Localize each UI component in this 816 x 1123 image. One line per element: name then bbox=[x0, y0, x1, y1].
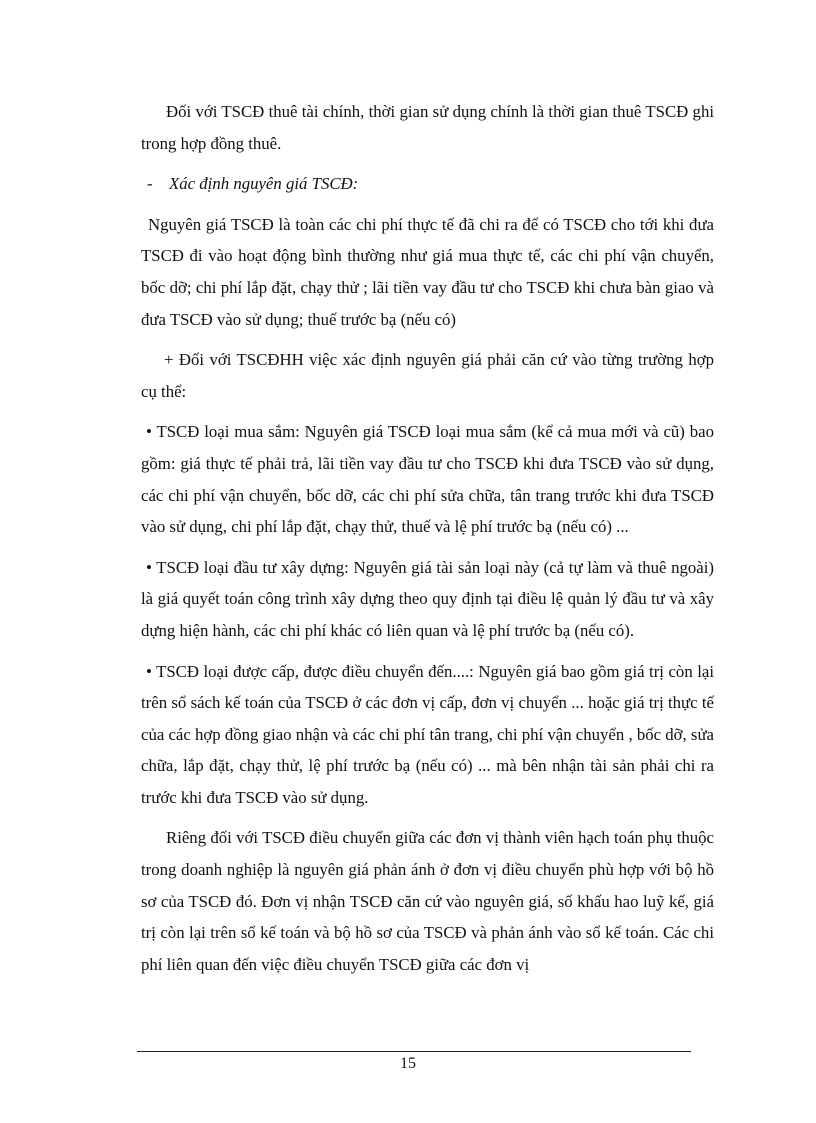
subheading-original-cost bbox=[141, 168, 714, 200]
page-number: 15 bbox=[400, 1055, 416, 1072]
page-body bbox=[141, 96, 714, 989]
dash-marker: - bbox=[147, 174, 153, 194]
subheading-text: Xác định nguyên giá TSCĐ: bbox=[169, 174, 359, 194]
bullet-purchased-assets: • TSCĐ loại mua sắm: Nguyên giá TSCĐ loại mua sắm (kể cả mua mới và cũ) bao gồm: giá thực tế phải trả, lãi tiền vay đầu tư cho TSCĐ khi đưa TSCĐ vào sử dụng, các chi phí vận chuyển, bốc dỡ, các chi phí sửa chữa, tân trang trước khi đưa TSCĐ vào sử dụng, chi phí lắp đặt, chạy thử, thuế và lệ phí trước bạ (nếu có) ... bbox=[141, 422, 714, 537]
paragraph-finance-lease: Đối với TSCĐ thuê tài chính, thời gian sử dụng chính là thời gian thuê TSCĐ ghi trong hợp đồng thuê. bbox=[141, 102, 714, 153]
footer-divider bbox=[137, 1051, 691, 1052]
paragraph-original-cost-definition: Nguyên giá TSCĐ là toàn các chi phí thực tế đã chi ra để có TSCĐ cho tới khi đưa TSCĐ đi vào hoạt động bình thường như giá mua thực tế, các chi phí vận chuyển, bốc dỡ; chi phí lắp đặt, chạy thử ; lãi tiền vay đầu tư cho TSCĐ khi chưa bàn giao và đưa TSCĐ vào sử dụng; thuế trước bạ (nếu có) bbox=[141, 214, 714, 329]
bullet-construction-assets: • TSCĐ loại đầu tư xây dựng: Nguyên giá tài sản loại này (cả tự làm và thuê ngoài) là giá quyết toán công trình xây dựng theo quy định tại điều lệ quản lý đầu tư và xây dựng hiện hành, các chi phí khác có liên quan và lệ phí trước bạ (nếu có). bbox=[141, 557, 714, 640]
bullet-transferred-assets: • TSCĐ loại được cấp, được điều chuyển đến....: Nguyên giá bao gồm giá trị còn lại trên sổ sách kế toán của TSCĐ ở các đơn vị cấp, đơn vị chuyển ... hoặc giá trị thực tế của các hợp đồng giao nhận và các chi phí tân trang, chi phí vận chuyển , bốc dỡ, sửa chữa, lắp đặt, chạy thử, lệ phí trước bạ (nếu có) ... mà bên nhận tài sản phải chi ra trước khi đưa TSCĐ vào sử dụng. bbox=[141, 661, 714, 807]
paragraph-internal-transfer: Riêng đối với TSCĐ điều chuyển giữa các đơn vị thành viên hạch toán phụ thuộc trong doanh nghiệp là nguyên giá phản ánh ở đơn vị điều chuyển phù hợp với bộ hồ sơ của TSCĐ đó. Đơn vị nhận TSCĐ căn cứ vào nguyên giá, số khấu hao luỹ kế, giá trị còn lại trên sổ kế toán và bộ hồ sơ của TSCĐ và phản ánh vào sổ kế toán. Các chi phí liên quan đến việc điều chuyển TSCĐ giữa các đơn vị bbox=[141, 828, 714, 974]
paragraph-tangible-assets: + Đối với TSCĐHH việc xác định nguyên giá phải căn cứ vào từng trường hợp cụ thể: bbox=[141, 350, 714, 401]
